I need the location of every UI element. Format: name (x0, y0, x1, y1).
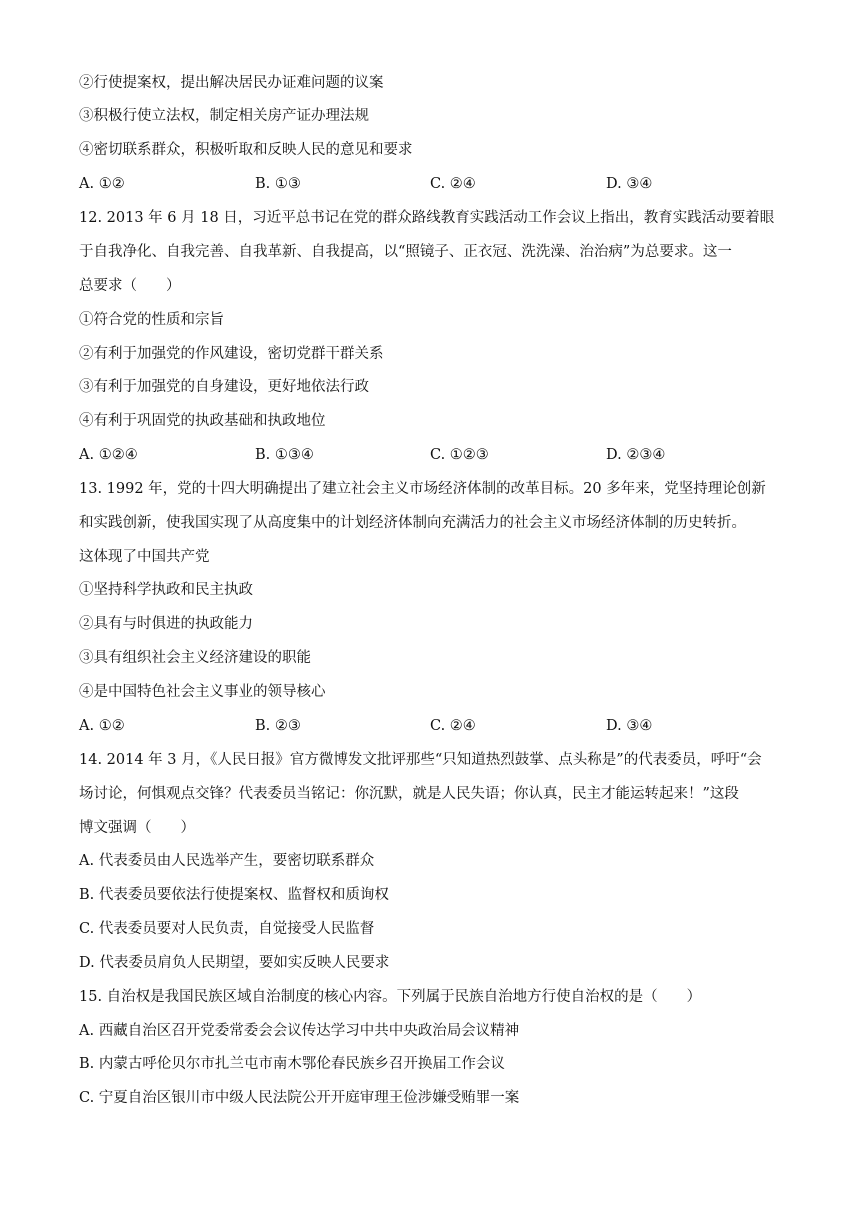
q13-item-3: ③具有组织社会主义经济建设的职能 (79, 650, 311, 666)
q12-option-c[interactable]: C. ①②③ (430, 447, 489, 463)
q13-item-1: ①坚持科学执政和民主执政 (79, 582, 253, 598)
q13-option-b[interactable]: B. ②③ (255, 718, 301, 734)
q11-item-3: ③积极行使立法权，制定相关房产证办理法规 (79, 108, 369, 124)
q11-item-2: ②行使提案权，提出解决居民办证难问题的议案 (79, 75, 384, 91)
q14-stem-line-2: 场讨论，何惧观点交锋？代表委员当铭记：你沉默，就是人民失语；你认真，民主才能运转起来！”这段 (79, 786, 739, 802)
q14-stem-line-3: 博文强调（ ） (79, 820, 195, 836)
q11-option-b[interactable]: B. ①③ (255, 176, 301, 192)
q15-choice-a[interactable]: A. 西藏自治区召开党委常委会会议传达学习中共中央政治局会议精神 (79, 1023, 520, 1039)
q12-item-2: ②有利于加强党的作风建设，密切党群干群关系 (79, 346, 384, 362)
q12-item-4: ④有利于巩固党的执政基础和执政地位 (79, 413, 326, 429)
q12-option-a[interactable]: A. ①②④ (79, 447, 138, 463)
q12-stem-line-2: 于自我净化、自我完善、自我革新、自我提高，以“照镜子、正衣冠、洗洗澡、治治病”为总要求。这一 (79, 244, 732, 260)
q12-options (79, 445, 779, 465)
q12-stem-line-1: 12. 2013 年 6 月 18 日，习近平总书记在党的群众路线教育实践活动工作会议上指出，教育实践活动要着眼 (79, 210, 775, 226)
q11-item-4: ④密切联系群众，积极听取和反映人民的意见和要求 (79, 142, 413, 158)
q13-item-4: ④是中国特色社会主义事业的领导核心 (79, 684, 326, 700)
q14-choice-c[interactable]: C. 代表委员要对人民负责，自觉接受人民监督 (79, 921, 375, 937)
q15-choice-b[interactable]: B. 内蒙古呼伦贝尔市扎兰屯市南木鄂伦春民族乡召开换届工作会议 (79, 1056, 505, 1072)
q13-options (79, 716, 779, 736)
q11-option-d[interactable]: D. ③④ (606, 176, 653, 192)
q15-choice-c[interactable]: C. 宁夏自治区银川市中级人民法院公开开庭审理王俭涉嫌受贿罪一案 (79, 1090, 520, 1106)
q14-choice-a[interactable]: A. 代表委员由人民选举产生，要密切联系群众 (79, 853, 375, 869)
q13-stem-line-1: 13. 1992 年，党的十四大明确提出了建立社会主义市场经济体制的改革目标。20 多年来，党坚持理论创新 (79, 481, 766, 497)
q12-option-d[interactable]: D. ②③④ (606, 447, 666, 463)
q12-item-1: ①符合党的性质和宗旨 (79, 312, 224, 328)
q11-options (79, 174, 779, 194)
q11-option-a[interactable]: A. ①② (79, 176, 125, 192)
q13-stem-line-3: 这体现了中国共产党 (79, 549, 210, 565)
q13-option-a[interactable]: A. ①② (79, 718, 125, 734)
q13-option-c[interactable]: C. ②④ (430, 718, 476, 734)
q13-option-d[interactable]: D. ③④ (606, 718, 653, 734)
q14-stem-line-1: 14. 2014 年 3 月，《人民日报》官方微博发文批评那些“只知道热烈鼓掌、点头称是”的代表委员，呼吁“会 (79, 752, 762, 768)
q12-item-3: ③有利于加强党的自身建设，更好地依法行政 (79, 379, 369, 395)
q14-choice-b[interactable]: B. 代表委员要依法行使提案权、监督权和质询权 (79, 887, 389, 903)
q15-stem: 15. 自治权是我国民族区域自治制度的核心内容。下列属于民族自治地方行使自治权的是（ ） (79, 989, 702, 1005)
q11-option-c[interactable]: C. ②④ (430, 176, 476, 192)
q13-item-2: ②具有与时俱进的执政能力 (79, 616, 253, 632)
q12-stem-line-3: 总要求（ ） (79, 278, 181, 294)
q14-choice-d[interactable]: D. 代表委员肩负人民期望，要如实反映人民要求 (79, 955, 390, 971)
q13-stem-line-2: 和实践创新，使我国实现了从高度集中的计划经济体制向充满活力的社会主义市场经济体制的历史转折。 (79, 515, 746, 531)
q12-option-b[interactable]: B. ①③④ (255, 447, 314, 463)
